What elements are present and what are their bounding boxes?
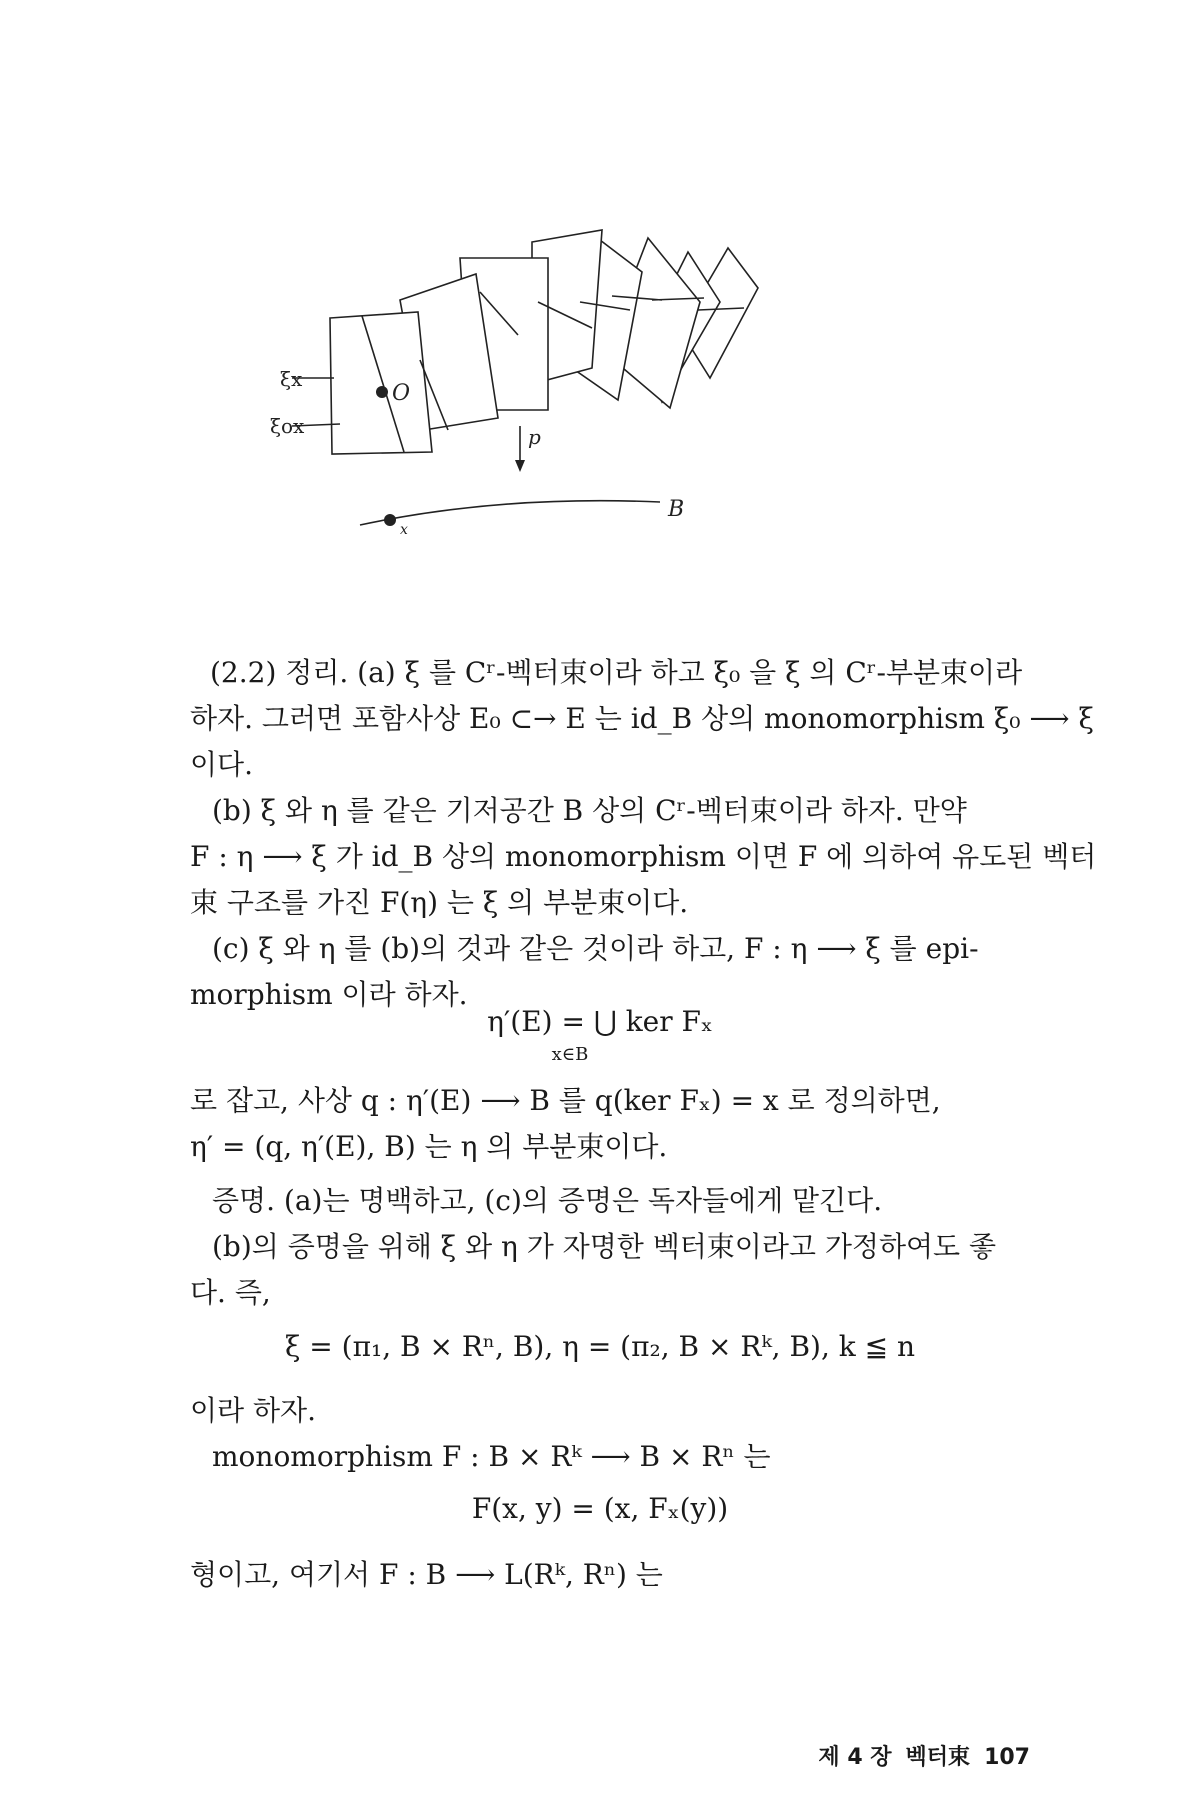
proof-line-4: 이라 하자. bbox=[190, 1394, 316, 1427]
theorem-line-8: morphism 이라 하자. bbox=[190, 978, 468, 1011]
theorem-line-7: (c) ξ 와 η 를 (b)의 것과 같은 것이라 하고, F : η ⟶ ξ 를 epi- bbox=[212, 932, 979, 965]
label-projection: p bbox=[528, 425, 541, 449]
base-point bbox=[384, 514, 396, 526]
bundle-diagram bbox=[270, 230, 860, 630]
projection-arrowhead bbox=[515, 460, 525, 472]
equation-trivial-bundles: ξ = (π₁, B × Rⁿ, B), η = (π₂, B × Rᵏ, B), k ≦ n bbox=[284, 1330, 916, 1363]
theorem-line-6: 束 구조를 가진 F(η) 는 ξ 의 부분束이다. bbox=[190, 886, 689, 919]
fiber-plane-1 bbox=[330, 312, 432, 454]
proof-line-5: monomorphism F : B × Rᵏ ⟶ B × Rⁿ 는 bbox=[212, 1440, 771, 1473]
label-xi-x: ξx bbox=[280, 367, 303, 391]
proof-line-1: 증명. (a)는 명백하고, (c)의 증명은 독자들에게 맡긴다. bbox=[212, 1184, 883, 1217]
theorem-line-10: η′ = (q, η′(E), B) 는 η 의 부분束이다. bbox=[190, 1130, 668, 1163]
theorem-line-9: 로 잡고, 사상 q : η′(E) ⟶ B 를 q(ker Fₓ) = x 로 정의하면, bbox=[190, 1084, 941, 1117]
equation-monomorphism: F(x, y) = (x, Fₓ(y)) bbox=[471, 1492, 729, 1525]
theorem-line-4: (b) ξ 와 η 를 같은 기저공간 B 상의 Cʳ-벡터束이라 하자. 만약 bbox=[212, 794, 967, 827]
theorem-line-5: F : η ⟶ ξ 가 id_B 상의 monomorphism 이면 F 에 의하여 유도된 벡터 bbox=[190, 840, 1097, 873]
page-footer bbox=[800, 1740, 1030, 1771]
vector-bundle-figure bbox=[270, 230, 860, 630]
label-base: B bbox=[668, 497, 685, 522]
page-number: 107 bbox=[984, 1745, 1030, 1770]
label-origin: O bbox=[392, 381, 411, 406]
footer-chapter: 제 4 장 bbox=[818, 1745, 892, 1770]
proof-line-2: (b)의 증명을 위해 ξ 와 η 가 자명한 벡터束이라고 가정하여도 좋 bbox=[212, 1230, 997, 1263]
theorem-line-3: 이다. bbox=[190, 748, 253, 781]
theorem-line-2: 하자. 그러면 포함사상 E₀ ⊂→ E 는 id_B 상의 monomorphism ξ₀ ⟶ ξ bbox=[190, 702, 1094, 735]
label-point-x: x bbox=[400, 522, 408, 538]
footer-title: 벡터束 bbox=[905, 1745, 971, 1770]
proof-line-3: 다. 즉, bbox=[190, 1276, 271, 1309]
equation-kernel-union bbox=[0, 1005, 1200, 1038]
theorem-line-1: (2.2) 정리. (a) ξ 를 Cʳ-벡터束이라 하고 ξ₀ 을 ξ 의 Cʳ-부분束이라 bbox=[210, 656, 1023, 689]
equation-kernel-subscript: x∈B bbox=[551, 1044, 589, 1065]
equation-kernel-main: η′(E) = ⋃ ker Fₓ bbox=[487, 1005, 713, 1038]
label-xi-ox: ξox bbox=[270, 414, 305, 438]
proof-line-6: 형이고, 여기서 F : B ⟶ L(Rᵏ, Rⁿ) 는 bbox=[190, 1558, 663, 1591]
origin-point bbox=[376, 386, 388, 398]
